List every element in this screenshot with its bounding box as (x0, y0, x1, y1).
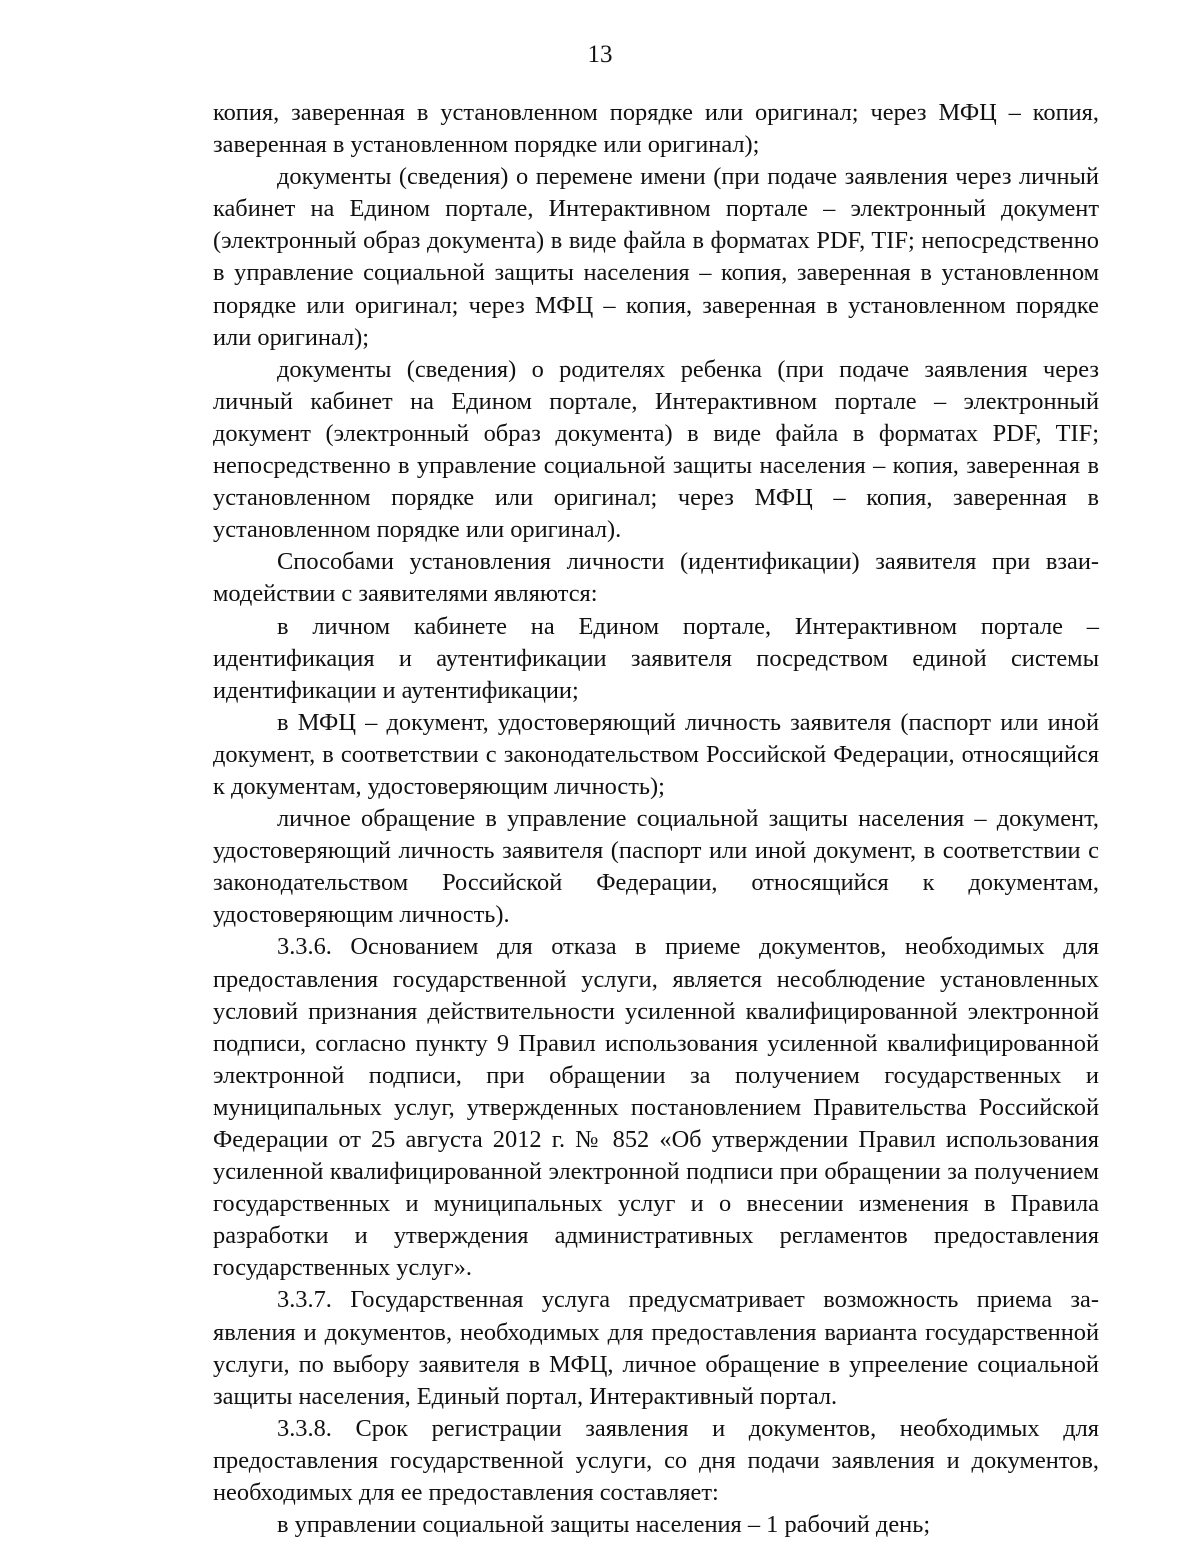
paragraph-name-change-documents: документы (сведения) о перемене имени (при подаче заявления через личный кабинет на Едином портале, Интерактивном портале – электронный документ (электронный образ документа) в виде файла в форматах PDF, TIF; непосредственно в управление социальной защиты населения – копия, заверенная в установленном порядке или оригинал; через МФЦ – копия, заверенная в установленном порядке или оригинал); (213, 163, 1099, 351)
paragraph-3-3-7: 3.3.7. Государственная услуга предусматривает возможность приема заявления и документов, необходимых для предоставления варианта государственной услуги, по выбору заявителя в МФЦ, личное обращение в упрееление социальной защиты населения, Единый портал, Интерактивный портал. (213, 1286, 1099, 1410)
paragraph-registration-term: в управлении социальной защиты населения – 1 рабочий день; (277, 1511, 931, 1539)
paragraph-mfc-identification: в МФЦ – документ, удостоверяющий личность заявителя (паспорт или иной документ, в соответствии с законодательством Российской Федерации, относящийся к документам, удостоверяющим личность); (213, 708, 1099, 800)
paragraph-3-3-8: 3.3.8. Срок регистрации заявления и документов, необходимых для предоставления государственной услуги, со дня подачи заявления и документов, необходимых для ее предоставления составляет: (213, 1414, 1099, 1507)
page-number: 13 (587, 41, 613, 68)
paragraph-3-3-6: 3.3.6. Основанием для отказа в приеме документов, необходимых для предоставления государственной услуги, является несоблюдение установленных условий признания действительности усиленной квалифицированной электронной подписи, согласно пункту 9 Правил использования усиленной квалифицированной электронной подписи, при обращении за получением государственных и муниципальных услуг, утвержденных постановлением Правительства Российской Федерации от 25 августа 2012 г. № 852 «Об утверждении Правил использования усиленной квалифицированной электронной подписи при обращении за получением государственных и муниципальных услуг и о внесении изменения в Правила разработки и утверждения административных регламентов предоставления государственных услуг». (213, 933, 1099, 1282)
paragraph-identification-methods: Способами установления личности (идентификации) заявителя при взаимодействии с заявителями являются: (213, 548, 1099, 608)
paragraph-parents-documents: документы (сведения) о родителях ребенка (при подаче заявления через личный кабинет на Едином портале, Интерактивном портале – электронный документ (электронный образ документа) в виде файла в форматах PDF, TIF; непосредственно в управление социальной защиты населения – копия, заверенная в установленном порядке или оригинал; через МФЦ – копия, заверенная в установленном порядке или оригинал). (213, 355, 1099, 544)
paragraph-personal-visit: личное обращение в управление социальной защиты населения – документ, удостоверяющий личность заявителя (паспорт или иной документ, в соответствии с законодательством Российской Федерации, относящийся к документам, удостоверяющим личность). (213, 805, 1099, 929)
document-body (213, 97, 1099, 1541)
paragraph-personal-cabinet: в личном кабинете на Едином портале, Интерактивном портале – идентификация и аутентификации заявителя посредством единой системы идентификации и аутентификации; (213, 612, 1099, 704)
paragraph-copy-continuation: копия, заверенная в установленном порядке или оригинал; через МФЦ – копия, заверенная в установленном порядке или оригинал); (213, 99, 1099, 159)
